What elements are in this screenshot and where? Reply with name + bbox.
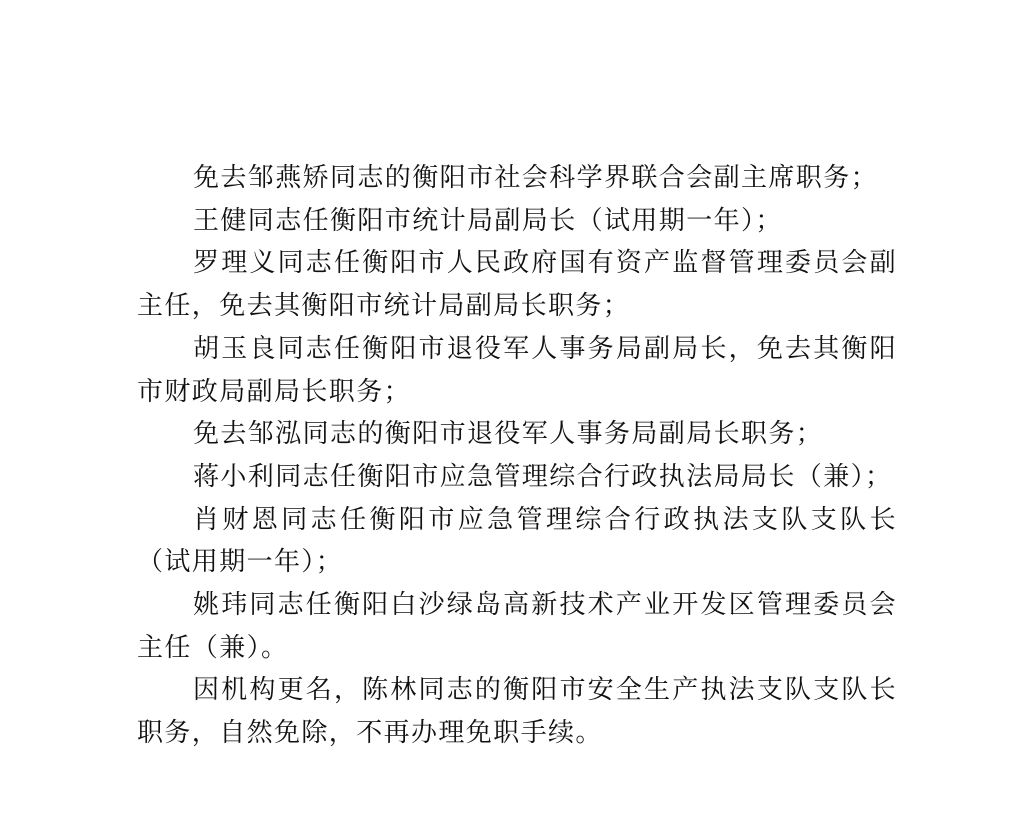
paragraph-2: 王健同志任衡阳市统计局副局长（试用期一年）； (193, 205, 783, 236)
paragraph-3: 罗理义同志任衡阳市人民政府国有资产监督管理委员会副主任，免去其衡阳市统计局副局长职务； (137, 248, 897, 322)
paragraph-6: 蒋小利同志任衡阳市应急管理综合行政执法局局长（兼）； (193, 461, 893, 492)
paragraph-7: 肖财恩同志任衡阳市应急管理综合行政执法支队支队长（试用期一年）； (137, 504, 897, 578)
paragraph-4: 胡玉良同志任衡阳市退役军人事务局副局长，免去其衡阳市财政局副局长职务； (137, 333, 897, 407)
paragraph-9: 因机构更名，陈林同志的衡阳市安全生产执法支队支队长职务，自然免除，不再办理免职手续。 (137, 675, 897, 749)
document-body (137, 157, 897, 755)
paragraph-1: 免去邹燕矫同志的衡阳市社会科学界联合会副主席职务； (193, 163, 879, 193)
paragraph-8: 姚玮同志任衡阳白沙绿岛高新技术产业开发区管理委员会主任（兼）。 (137, 590, 897, 663)
paragraph-5: 免去邹泓同志的衡阳市退役军人事务局副局长职务； (193, 419, 824, 450)
